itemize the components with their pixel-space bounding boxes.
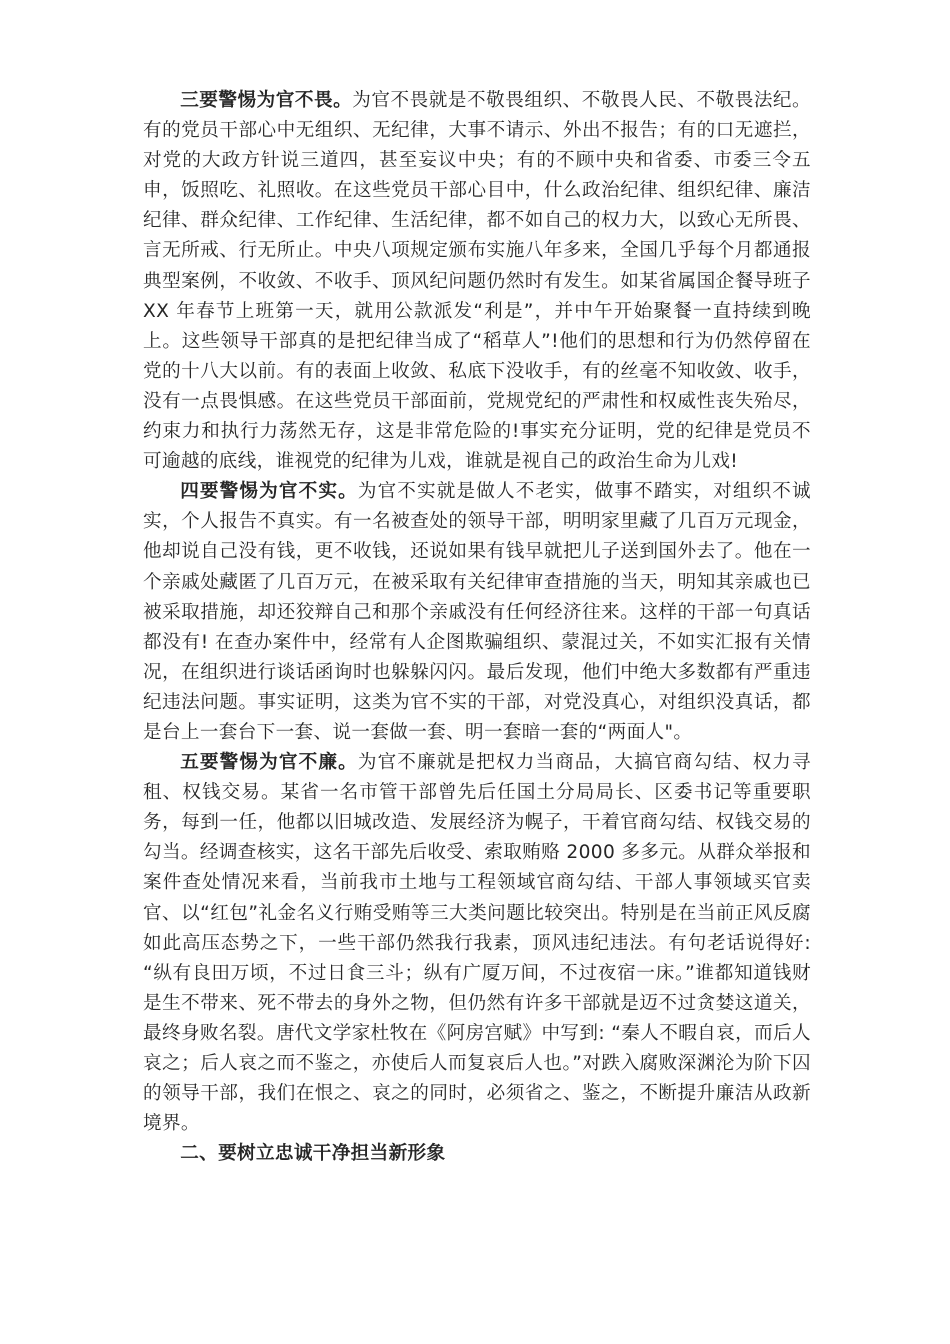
paragraph-3-buwei — [143, 86, 811, 477]
paragraph-body: 为官不实就是做人不老实，做事不踏实，对组织不诚实，个人报告不真实。有一名被查处的领导干部，明明家里藏了几百万元现金，他却说自己没有钱，更不收钱，还说如果有钱早就把儿子送到国外去了。他在一个亲戚处藏匿了几百万元，在被采取有关纪律审查措施的当天，明知其亲戚也已被采取措施，却还狡辩自己和那个亲戚没有任何经济往来。这样的干部一句真话都没有! 在查办案件中，经常有人企图欺骗组织、蒙混过关，不如实汇报有关情况，在组织进行谈话函询时也躲躲闪闪。最后发现，他们中绝大多数都有严重违纪违法问题。事实证明，这类为官不实的干部，对党没真心，对组织没真话，都是台上一套台下一套、说一套做一套、明一套暗一套的“两面人"。 — [143, 481, 811, 743]
paragraph-lead: 五要警惕为官不廉。 — [180, 752, 358, 774]
section-heading: 二、要树立忠诚干净担当新形象 — [180, 1143, 446, 1165]
paragraph-lead: 四要警惕为官不实。 — [180, 481, 358, 503]
paragraph-body: 为官不廉就是把权力当商品，大搞官商勾结、权力寻租、权钱交易。某省一名市管干部曾先后任国土分局局长、区委书记等重要职务，每到一任，他都以旧城改造、发展经济为幌子，干着官商勾结、权钱交易的勾当。经调查核实，这名干部先后收受、索取贿赂 2000 多多元。从群众举报和案件查处情况来看，当前我市土地与工程领域官商勾结、干部人事领域买官卖官、以“红包”礼金名义行贿受贿等三大类问题比较突出。特别是在当前正风反腐如此高压态势之下，一些干部仍然我行我素，顶风违纪违法。有句老话说得好: “纵有良田万顷，不过日食三斗；纵有广厦万间，不过夜宿一床。”谁都知道钱财是生不带来、死不带去的身外之物，但仍然有许多干部就是迈不过贪婪这道关，最终身败名裂。唐代文学家杜牧在《阿房宫赋》中写到: “秦人不暇自哀，而后人哀之；后人哀之而不鉴之，亦使后人而复哀后人也。”对跌入腐败深渊沦为阶下囚的领导干部，我们在恨之、哀之的同时，必须省之、鉴之，不断提升廉洁从政新境界。 — [143, 752, 811, 1135]
paragraph-5-bulian — [143, 748, 811, 1139]
paragraph-body: 为官不畏就是不敬畏组织、不敬畏人民、不敬畏法纪。有的党员干部心中无组织、无纪律，大事不请示、外出不报告；有的口无遮拦，对党的大政方针说三道四，甚至妄议中央；有的不顾中央和省委、市委三令五申，饭照吃、礼照收。在这些党员干部心目中，什么政治纪律、组织纪律、廉洁纪律、群众纪律、工作纪律、生活纪律，都不如自己的权力大，以致心无所畏、言无所戒、行无所止。中央八项规定颁布实施八年多来，全国几乎每个月都通报典型案例，不收敛、不收手、顶风纪问题仍然时有发生。如某省属国企餐导班子 XX 年春节上班第一天，就用公款派发“利是”，并中午开始聚餐一直持续到晚上。这些领导干部真的是把纪律当成了“稻草人”!他们的思想和行为仍然停留在党的十八大以前。有的表面上收敛、私底下没收手，有的丝毫不知收敛、收手，没有一点畏惧感。在这些党员干部面前，党规党纪的严肃性和权威性丧失殆尽，约束力和执行力荡然无存，这是非常危险的!事实充分证明，党的纪律是党员不可逾越的底线，谁视党的纪律为儿戏，谁就是视自己的政治生命为儿戏! — [143, 90, 811, 473]
document-page — [143, 86, 811, 1169]
paragraph-lead: 三要警惕为官不畏。 — [180, 90, 353, 111]
paragraph-4-bushi — [143, 477, 811, 748]
